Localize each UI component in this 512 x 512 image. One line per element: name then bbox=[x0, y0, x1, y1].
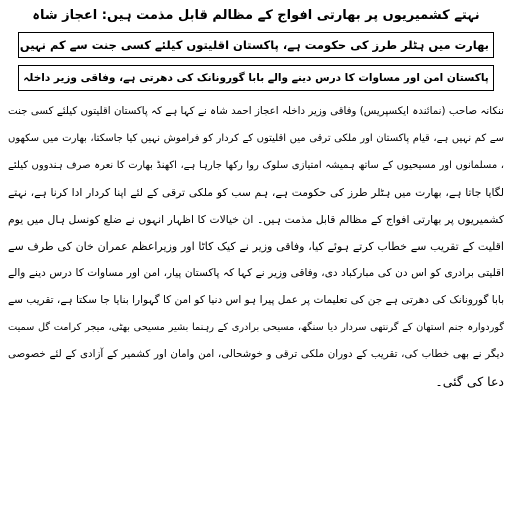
body-line: دعا کی گئی۔ bbox=[435, 374, 504, 389]
body-line: دیگر نے بھی خطاب کی، تقریب کے دوران ملکی ترقی و خوشحالی، امن وامان اور کشمیر کے آزادی کے لئے خصوصی bbox=[8, 348, 504, 360]
headline-boxed-2: پاکستان امن اور مساوات کا درس دینے والے بابا گورونانک کی دھرتی ہے، وفاقی وزیر داخلہ bbox=[18, 65, 494, 91]
body-line: ننکانہ صاحب (نمائندہ ایکسپریس) وفاقی وزیر داخلہ اعجاز احمد شاہ نے کہا ہے کہ پاکستان اقلیتوں کیلئے کسی جنت bbox=[8, 105, 504, 117]
body-line: بابا گورونانک کی دھرتی ہے جن کی تعلیمات پر عمل پیرا ہو اس دنیا کو امن کا گہوارا بنایا جا سکتا ہے، تقریب سے bbox=[8, 294, 504, 306]
headline-boxed-1: بھارت میں ہٹلر طرز کی حکومت ہے، پاکستان اقلیتوں کیلئے کسی جنت سے کم نہیں bbox=[18, 32, 494, 58]
body-line: لگایا جاتا ہے، بھارت میں ہٹلر طرز کی حکومت ہے، ہم سب کو ملکی ترقی کے لئے اپنا کردار ادا کرنا ہے، نہتے bbox=[8, 186, 504, 199]
body-line: سے کم نہیں ہے، قیام پاکستان اور ملکی ترقی میں اقلیتوں کے کردار کو فراموش نہیں کیا جاسکتا، بھارت میں سکھوں bbox=[8, 133, 504, 144]
body-line: ، مسلمانوں اور مسیحیوں کے ساتھ ہمیشہ امتیازی سلوک روا رکھا جارہا ہے، اکھنڈ بھارت کا نعرہ صرف ہندووں کیلئے bbox=[8, 160, 504, 171]
body-line: کشمیریوں پر بھارتی افواج کے مظالم قابل مذمت ہیں۔ ان خیالات کا اظہار انہوں نے ضلع کونسل ہال میں یوم bbox=[8, 213, 504, 226]
body-line: اقلیتی برادری کو اس دن کی مبارکباد دی، وفاقی وزیر نے کہا کہ پاکستان پیار، امن اور مساوات کا درس دینے والے bbox=[8, 267, 504, 279]
body-line: گوردوارہ جنم استھان کے گرنتھی سردار دیا سنگھ، مسیحی برادری کے رہنما بشیر مسیحی بھٹی، میجر کرامت گل سمیت bbox=[8, 322, 504, 333]
article-body bbox=[8, 98, 504, 395]
body-line: اقلیت کے تقریب سے خطاب کرتے ہوئے کیا، وفاقی وزیر نے کیک کاٹا اور وزیراعظم عمران خان کی طرف سے bbox=[8, 240, 504, 253]
headline-primary: نہتے کشمیریوں پر بھارتی افواج کے مظالم قابل مذمت ہیں: اعجاز شاہ bbox=[32, 8, 480, 23]
